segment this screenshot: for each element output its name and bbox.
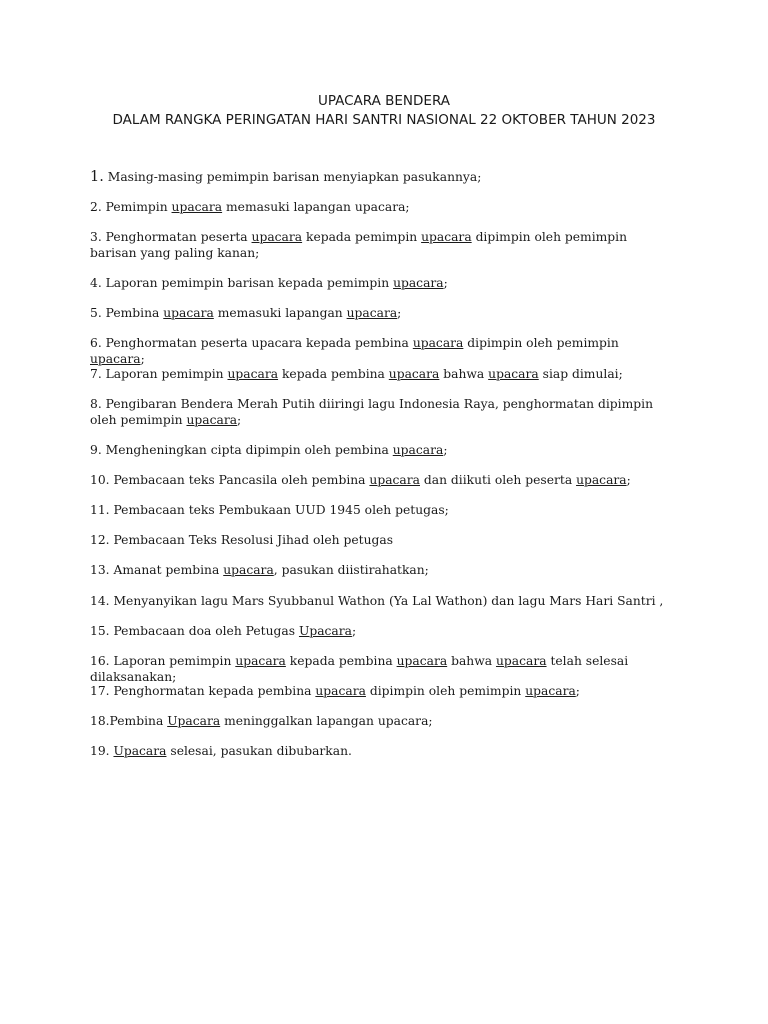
item-text: dan diikuti oleh peserta bbox=[419, 473, 577, 487]
item-text: selesai, pasukan dibubarkan. bbox=[166, 744, 352, 758]
underlined-word: upacara bbox=[576, 473, 627, 487]
item-text: telah selesai dilaksanakan; bbox=[90, 654, 629, 684]
underlined-word: upacara bbox=[251, 230, 303, 244]
item-text: 15. Pembacaan doa oleh Petugas bbox=[90, 624, 299, 638]
item-text: dipimpin oleh pemimpin bbox=[463, 336, 619, 350]
item-text: 1. bbox=[90, 169, 104, 185]
item-text: kepada pemimpin bbox=[302, 230, 422, 244]
item-text: 10. Pembacaan teks Pancasila oleh pembina bbox=[90, 473, 370, 487]
item-text: bahwa bbox=[439, 367, 489, 381]
list-item bbox=[90, 562, 670, 578]
list-item bbox=[90, 502, 670, 518]
underlined-word: upacara bbox=[396, 654, 448, 668]
item-text: 4. Laporan pemimpin barisan kepada pemimpin bbox=[90, 276, 394, 290]
list-item bbox=[90, 275, 670, 291]
underlined-word: upacara bbox=[393, 276, 444, 290]
document-subtitle: DALAM RANGKA PERINGATAN HARI SANTRI NASIONAL 22 OKTOBER TAHUN 2023 bbox=[112, 112, 656, 128]
item-text: meninggalkan lapangan upacara; bbox=[220, 714, 433, 728]
item-text: 11. Pembacaan teks Pembukaan UUD 1945 oleh petugas; bbox=[90, 503, 449, 517]
item-text: 18.Pembina bbox=[90, 714, 168, 728]
underlined-word: upacara bbox=[421, 230, 472, 244]
underlined-word: upacara bbox=[171, 200, 223, 214]
underlined-word: upacara bbox=[412, 336, 464, 350]
underlined-word: upacara bbox=[346, 306, 398, 320]
list-item bbox=[90, 169, 670, 185]
list-item bbox=[90, 713, 670, 729]
item-text: 6. Penghormatan peserta upacara kepada pembina bbox=[90, 336, 413, 350]
underlined-word: upacara bbox=[186, 413, 238, 427]
item-text: ; bbox=[140, 352, 145, 366]
item-text: , pasukan diistirahatkan; bbox=[273, 563, 429, 577]
item-text: dipimpin oleh pemimpin barisan yang paling kanan; bbox=[90, 230, 628, 260]
list-item bbox=[90, 683, 670, 699]
underlined-word: upacara bbox=[388, 367, 440, 381]
list-item bbox=[90, 593, 670, 609]
item-text: kepada pembina bbox=[278, 367, 389, 381]
item-text: 17. Penghormatan kepada pembina bbox=[90, 684, 316, 698]
item-text: dipimpin oleh pemimpin bbox=[365, 684, 526, 698]
item-text: 16. Laporan pemimpin bbox=[90, 654, 236, 668]
item-text: memasuki lapangan bbox=[213, 306, 347, 320]
list-item bbox=[90, 396, 670, 428]
item-text: 7. Laporan pemimpin bbox=[90, 367, 228, 381]
list-item bbox=[90, 623, 670, 639]
underlined-word: Upacara bbox=[298, 624, 352, 638]
item-text: 3. Penghormatan peserta bbox=[90, 230, 252, 244]
item-text: ; bbox=[397, 306, 402, 320]
underlined-word: upacara bbox=[315, 684, 366, 698]
item-text: kepada pembina bbox=[285, 654, 397, 668]
item-text: memasuki lapangan upacara; bbox=[222, 200, 410, 214]
list-item bbox=[90, 229, 670, 261]
underlined-word: upacara bbox=[525, 684, 576, 698]
item-text: ; bbox=[351, 624, 357, 638]
item-text: ; bbox=[443, 276, 448, 290]
item-text: 14. Menyanyikan lagu Mars Syubbanul Wathon (Ya Lal Wathon) dan lagu Mars Hari Santri , bbox=[90, 594, 664, 608]
list-item bbox=[90, 335, 670, 367]
underlined-word: upacara bbox=[369, 473, 420, 487]
item-text: 12. Pembacaan Teks Resolusi Jihad oleh petugas bbox=[90, 533, 394, 547]
underlined-word: Upacara bbox=[113, 744, 167, 758]
list-item bbox=[90, 532, 670, 548]
underlined-word: upacara bbox=[488, 367, 539, 381]
underlined-word: upacara bbox=[90, 352, 141, 366]
item-text: 9. Mengheningkan cipta dipimpin oleh pembina bbox=[90, 443, 393, 457]
item-text: siap dimulai; bbox=[538, 367, 623, 381]
item-text: Masing-masing pemimpin barisan menyiapkan pasukannya; bbox=[103, 170, 482, 184]
item-text: ; bbox=[237, 413, 242, 427]
list-item bbox=[90, 199, 670, 215]
list-item bbox=[90, 743, 670, 759]
item-text: 8. Pengibaran Bendera Merah Putih diiringi lagu Indonesia Raya, penghormatan dipimpin oleh pemimpin bbox=[90, 397, 653, 427]
item-text: 5. Pembina bbox=[90, 306, 164, 320]
list-item bbox=[90, 366, 670, 382]
item-text: 19. bbox=[90, 744, 114, 758]
list-item bbox=[90, 442, 670, 458]
item-text: ; bbox=[626, 473, 631, 487]
item-text: ; bbox=[443, 443, 448, 457]
underlined-word: Upacara bbox=[167, 714, 221, 728]
list-item bbox=[90, 305, 670, 321]
underlined-word: upacara bbox=[223, 563, 274, 577]
underlined-word: upacara bbox=[227, 367, 279, 381]
item-text: 2. Pemimpin bbox=[90, 200, 172, 214]
list-item bbox=[90, 472, 670, 488]
item-text: bahwa bbox=[447, 654, 496, 668]
item-text: ; bbox=[575, 684, 580, 698]
item-text: 13. Amanat pembina bbox=[90, 563, 224, 577]
list-item bbox=[90, 653, 670, 685]
title-block bbox=[0, 92, 768, 130]
underlined-word: upacara bbox=[163, 306, 214, 320]
underlined-word: upacara bbox=[392, 443, 444, 457]
underlined-word: upacara bbox=[495, 654, 547, 668]
document-title: UPACARA BENDERA bbox=[317, 93, 451, 109]
underlined-word: upacara bbox=[235, 654, 286, 668]
